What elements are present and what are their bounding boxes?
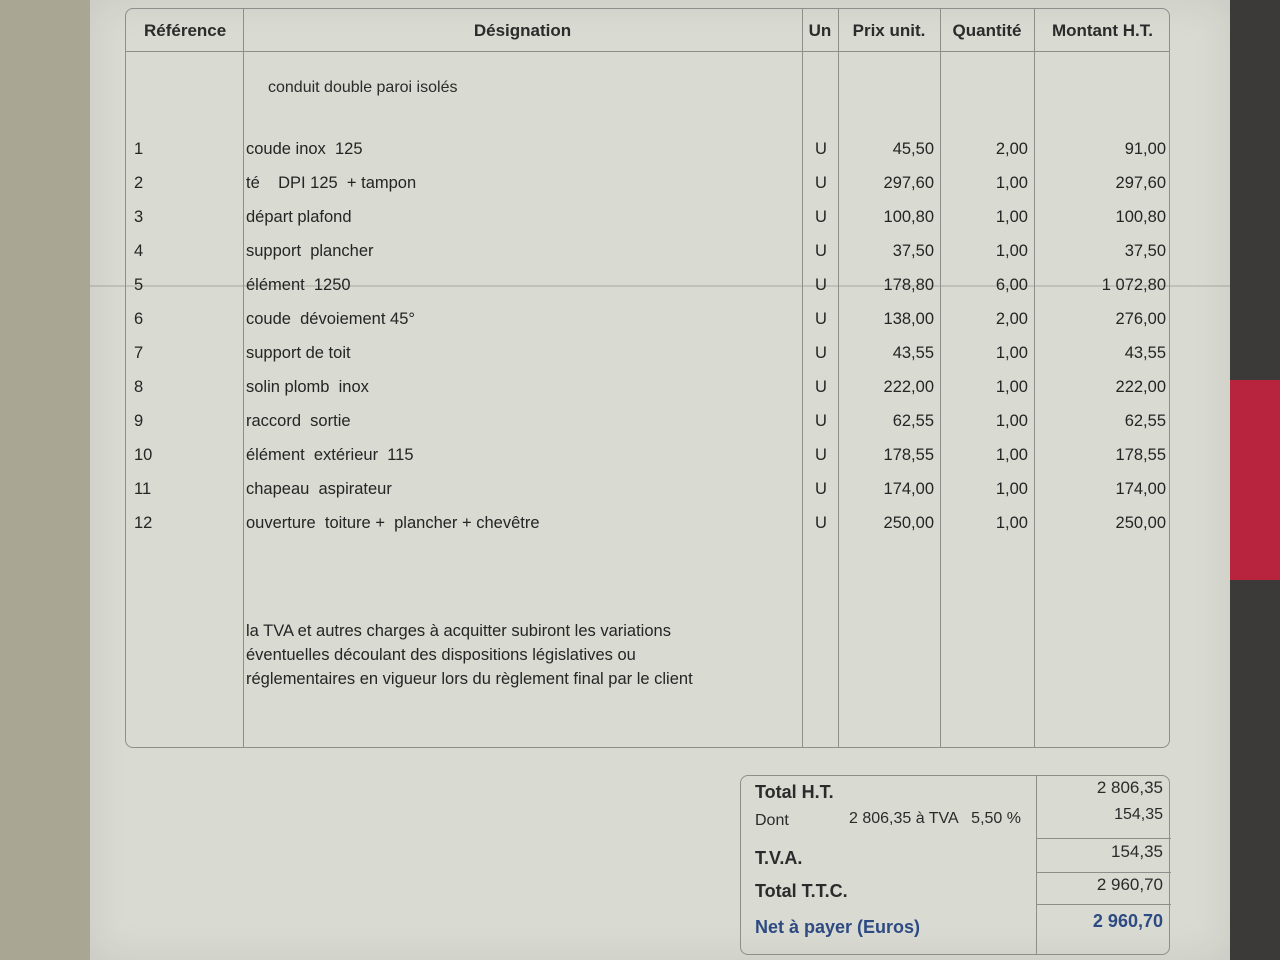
- line-item-amount: 297,60: [1115, 174, 1166, 192]
- totals-divider: [1036, 838, 1171, 839]
- line-item-unit: U: [815, 174, 827, 192]
- line-item-quantity: 1,00: [995, 480, 1028, 498]
- line-item-designation: départ plafond: [246, 208, 352, 226]
- total-ttc-label: Total T.T.C.: [755, 881, 848, 901]
- line-item-quantity: 1,00: [995, 242, 1028, 260]
- line-item-reference: 2: [134, 174, 144, 192]
- line-item-unit-price: 174,00: [883, 480, 934, 498]
- header-divider: [126, 51, 1169, 52]
- table-row: [126, 134, 1169, 164]
- table-row: [126, 202, 1169, 232]
- line-item-designation: té DPI 125 + tampon: [246, 174, 417, 192]
- totals-divider: [1036, 776, 1037, 954]
- line-item-amount: 37,50: [1124, 242, 1166, 260]
- line-item-amount: 276,00: [1115, 310, 1166, 328]
- line-item-amount: 222,00: [1115, 378, 1166, 396]
- tax-note-line: réglementaires en vigueur lors du règlement final par le client: [246, 670, 693, 688]
- dont-label: Dont: [755, 812, 789, 829]
- totals-divider: [1036, 872, 1171, 873]
- line-item-unit-price: 222,00: [883, 378, 934, 396]
- line-item-designation: coude dévoiement 45°: [246, 310, 415, 328]
- table-row: [126, 304, 1169, 334]
- line-item-reference: 1: [134, 140, 144, 158]
- line-item-unit: U: [815, 446, 827, 464]
- line-item-designation: raccord sortie: [246, 412, 351, 430]
- line-item-amount: 91,00: [1124, 140, 1166, 158]
- line-item-unit-price: 178,80: [883, 276, 934, 294]
- line-item-amount: 174,00: [1115, 480, 1166, 498]
- line-item-designation: élément 1250: [246, 276, 351, 294]
- tva-label: T.V.A.: [755, 848, 803, 868]
- line-item-unit: U: [815, 140, 827, 158]
- line-item-designation: support plancher: [246, 242, 374, 260]
- tax-note-line: la TVA et autres charges à acquitter subiront les variations: [246, 622, 671, 640]
- line-item-quantity: 6,00: [995, 276, 1028, 294]
- dont-detail: 2 806,35 à TVA 5,50 %: [849, 810, 1021, 827]
- line-item-reference: 4: [134, 242, 144, 260]
- table-row: [126, 440, 1169, 470]
- line-item-amount: 1 072,80: [1101, 276, 1166, 294]
- tax-note: [246, 619, 786, 691]
- tva-value: 154,35: [1111, 842, 1163, 861]
- line-item-unit-price: 100,80: [883, 208, 934, 226]
- line-item-quantity: 2,00: [995, 310, 1028, 328]
- header-reference: Référence: [144, 21, 227, 40]
- table-row: [126, 372, 1169, 402]
- line-item-unit: U: [815, 412, 827, 430]
- header-amount: Montant H.T.: [1051, 21, 1154, 40]
- line-item-unit-price: 178,55: [883, 446, 934, 464]
- line-item-unit: U: [815, 242, 827, 260]
- line-item-unit: U: [815, 514, 827, 532]
- table-row: [126, 508, 1169, 538]
- total-ttc-value: 2 960,70: [1096, 875, 1163, 894]
- table-row: [126, 406, 1169, 436]
- line-item-amount: 178,55: [1115, 446, 1166, 464]
- dont-value: 154,35: [1114, 806, 1163, 823]
- line-item-quantity: 1,00: [995, 412, 1028, 430]
- line-item-amount: 250,00: [1115, 514, 1166, 532]
- line-item-designation: solin plomb inox: [246, 378, 369, 396]
- line-item-reference: 12: [134, 514, 153, 532]
- tax-note-line: éventuelles découlant des dispositions législatives ou: [246, 646, 636, 664]
- totals-divider: [1036, 904, 1171, 905]
- line-item-reference: 7: [134, 344, 144, 362]
- line-item-unit-price: 62,55: [892, 412, 934, 430]
- line-item-reference: 5: [134, 276, 144, 294]
- line-item-quantity: 2,00: [995, 140, 1028, 158]
- header-unit-price: Prix unit.: [852, 21, 926, 40]
- line-item-unit: U: [815, 344, 827, 362]
- line-item-amount: 62,55: [1124, 412, 1166, 430]
- line-item-unit-price: 43,55: [892, 344, 934, 362]
- line-item-reference: 8: [134, 378, 144, 396]
- invoice-table: [125, 8, 1170, 748]
- line-item-designation: support de toit: [246, 344, 351, 362]
- line-item-unit-price: 138,00: [883, 310, 934, 328]
- line-item-unit-price: 297,60: [883, 174, 934, 192]
- line-item-designation: ouverture toiture + plancher + chevêtre: [246, 514, 540, 532]
- line-item-quantity: 1,00: [995, 344, 1028, 362]
- header-designation: Désignation: [473, 21, 572, 40]
- line-item-reference: 3: [134, 208, 144, 226]
- line-item-unit: U: [815, 480, 827, 498]
- net-to-pay-value: 2 960,70: [1092, 911, 1163, 931]
- line-item-unit-price: 37,50: [892, 242, 934, 260]
- line-item-unit: U: [815, 276, 827, 294]
- table-row: [126, 236, 1169, 266]
- line-item-quantity: 1,00: [995, 378, 1028, 396]
- intro-text: conduit double paroi isolés: [268, 79, 458, 96]
- line-item-designation: élément extérieur 115: [246, 446, 414, 464]
- line-item-reference: 11: [134, 480, 152, 498]
- line-item-amount: 43,55: [1124, 344, 1166, 362]
- total-ht-value: 2 806,35: [1096, 778, 1163, 797]
- line-item-unit: U: [815, 378, 827, 396]
- table-row: [126, 474, 1169, 504]
- table-row: [126, 270, 1169, 300]
- line-item-unit: U: [815, 208, 827, 226]
- total-ht-label: Total H.T.: [755, 782, 834, 802]
- line-item-quantity: 1,00: [995, 174, 1028, 192]
- totals-box: [740, 775, 1170, 955]
- line-item-reference: 6: [134, 310, 144, 328]
- line-item-quantity: 1,00: [995, 514, 1028, 532]
- line-item-reference: 9: [134, 412, 144, 430]
- net-to-pay-label: Net à payer (Euros): [755, 917, 921, 937]
- line-item-quantity: 1,00: [995, 208, 1028, 226]
- line-item-quantity: 1,00: [995, 446, 1028, 464]
- line-item-designation: coude inox 125: [246, 140, 363, 158]
- header-unit: Un: [808, 21, 832, 40]
- line-item-unit-price: 45,50: [892, 140, 934, 158]
- line-item-amount: 100,80: [1115, 208, 1166, 226]
- line-item-unit-price: 250,00: [883, 514, 934, 532]
- table-row: [126, 168, 1169, 198]
- line-item-designation: chapeau aspirateur: [246, 480, 392, 498]
- line-item-reference: 10: [134, 446, 153, 464]
- header-quantity: Quantité: [952, 21, 1022, 40]
- table-row: [126, 338, 1169, 368]
- line-item-unit: U: [815, 310, 827, 328]
